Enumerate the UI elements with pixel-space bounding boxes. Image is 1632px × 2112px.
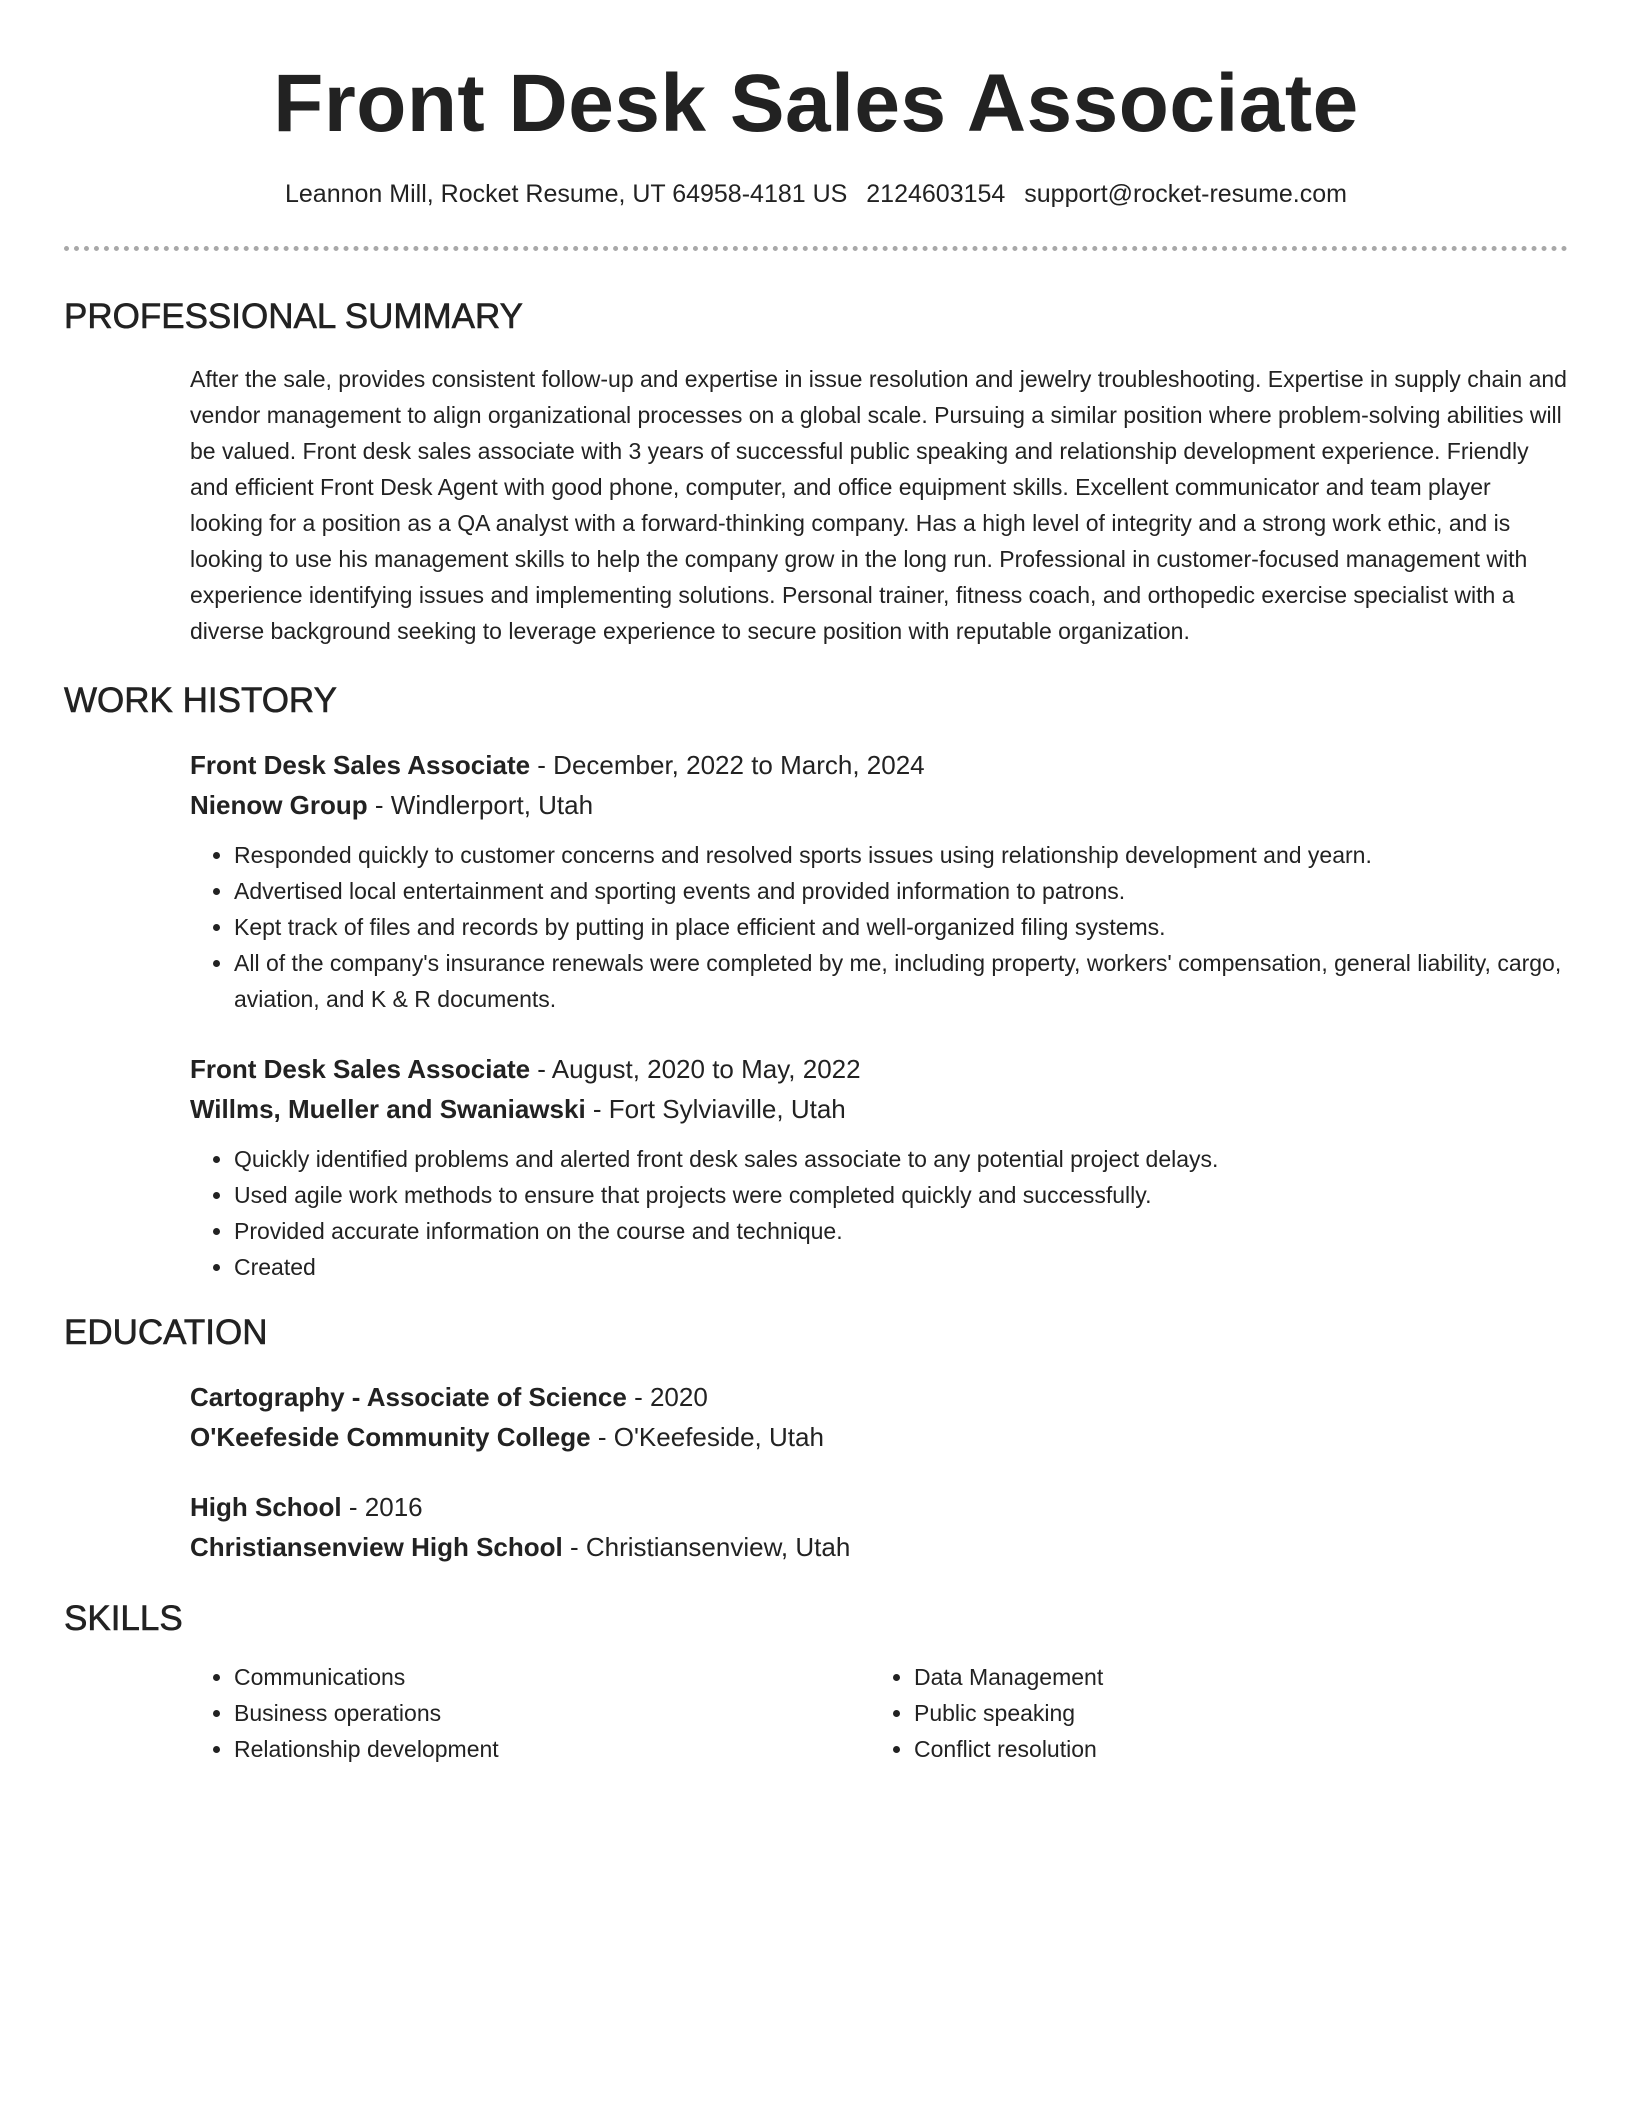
job-company-line [190, 1089, 1568, 1129]
resume-page [64, 0, 1568, 1767]
job-location: - Windlerport, Utah [367, 790, 594, 820]
skill-item: • Data Management [914, 1659, 1550, 1695]
school-line [190, 1417, 1568, 1457]
contact-phone: 2124603154 [866, 180, 1006, 208]
job-bullets [190, 837, 1568, 1017]
job-bullet: • Responded quickly to customer concerns and resolved sports issues using relationship development and yearn. [234, 837, 1568, 873]
education-heading: EDUCATION [64, 1313, 268, 1352]
job-company: Willms, Mueller and Swaniawski [190, 1094, 586, 1124]
candidate-name: Front Desk Sales Associate [273, 58, 1359, 149]
contact-email: support@rocket-resume.com [1024, 180, 1347, 208]
contact-address: Leannon Mill, Rocket Resume, UT 64958-4181 US [284, 180, 848, 208]
education-section [64, 1311, 1568, 1567]
degree-line [190, 1377, 1568, 1417]
work-history-heading: WORK HISTORY [64, 681, 337, 720]
job-role: Front Desk Sales Associate [190, 1054, 531, 1084]
job-dates: - August, 2020 to May, 2022 [530, 1054, 861, 1084]
job-bullet: • Quickly identified problems and alerted front desk sales associate to any potential project delays. [234, 1141, 1568, 1177]
skill-item: • Conflict resolution [914, 1731, 1550, 1767]
job-bullet: • All of the company's insurance renewals were completed by me, including property, workers' compensation, general liability, cargo, aviation, and K & R documents. [234, 945, 1568, 1017]
school-location: - Christiansenview, Utah [562, 1532, 851, 1562]
school-location: - O'Keefeside, Utah [590, 1422, 824, 1452]
work-history-section [64, 679, 1568, 1285]
job-bullet: • Created [234, 1249, 1568, 1285]
education-entry [190, 1377, 1568, 1457]
job-role: Front Desk Sales Associate [190, 750, 531, 780]
header-divider [64, 246, 1568, 251]
job-dates: - December, 2022 to March, 2024 [530, 750, 925, 780]
summary-heading: PROFESSIONAL SUMMARY [64, 297, 523, 336]
skill-item: • Business operations [234, 1695, 870, 1731]
job-bullets [190, 1141, 1568, 1285]
job-company: Nienow Group [190, 790, 368, 820]
skills-heading: SKILLS [64, 1599, 183, 1638]
degree-name: Cartography - Associate of Science [190, 1382, 627, 1412]
school-line [190, 1527, 1568, 1567]
skill-item: • Communications [234, 1659, 870, 1695]
skill-item: • Public speaking [914, 1695, 1550, 1731]
degree-year: - 2016 [341, 1492, 423, 1522]
job-bullet: • Kept track of files and records by putting in place efficient and well-organized filing systems. [234, 909, 1568, 945]
job-bullet: • Used agile work methods to ensure that projects were completed quickly and successfully. [234, 1177, 1568, 1213]
job-title-line [190, 1049, 1568, 1089]
school-name: O'Keefeside Community College [190, 1422, 591, 1452]
skills-section [64, 1597, 1568, 1767]
degree-year: - 2020 [626, 1382, 708, 1412]
job-entry [190, 745, 1568, 1017]
degree-line [190, 1487, 1568, 1527]
skills-list-right [870, 1659, 1550, 1767]
job-bullet: • Advertised local entertainment and sporting events and provided information to patrons. [234, 873, 1568, 909]
education-entry [190, 1487, 1568, 1567]
skills-columns [190, 1659, 1568, 1767]
job-entry [190, 1049, 1568, 1285]
skills-list-left [190, 1659, 870, 1767]
skill-item: • Relationship development [234, 1731, 870, 1767]
degree-name: High School [190, 1492, 342, 1522]
job-title-line [190, 745, 1568, 785]
summary-section [64, 295, 1568, 649]
school-name: Christiansenview High School [190, 1532, 563, 1562]
summary-text: After the sale, provides consistent follow-up and expertise in issue resolution and jewelry troubleshooting. Expertise in supply chain and vendor management to align organizational processes on a global scale. Pursuing a similar position where problem-solving abilities will be valued. Front desk sales associate with 3 years of successful public speaking and relationship development experience. Friendly and efficient Front Desk Agent with good phone, computer, and office equipment skills. Excellent communicator and team player looking for a position as a QA analyst with a forward-thinking company. Has a high level of integrity and a strong work ethic, and is looking to use his management skills to help the company grow in the long run. Professional in customer-focused management with experience identifying issues and implementing solutions. Personal trainer, fitness coach, and orthopedic exercise specialist with a diverse background seeking to leverage experience to secure position with reputable organization. [190, 366, 1567, 644]
contact-line [64, 178, 1568, 210]
job-location: - Fort Sylviaville, Utah [585, 1094, 846, 1124]
job-bullet: • Provided accurate information on the course and technique. [234, 1213, 1568, 1249]
job-company-line [190, 785, 1568, 825]
